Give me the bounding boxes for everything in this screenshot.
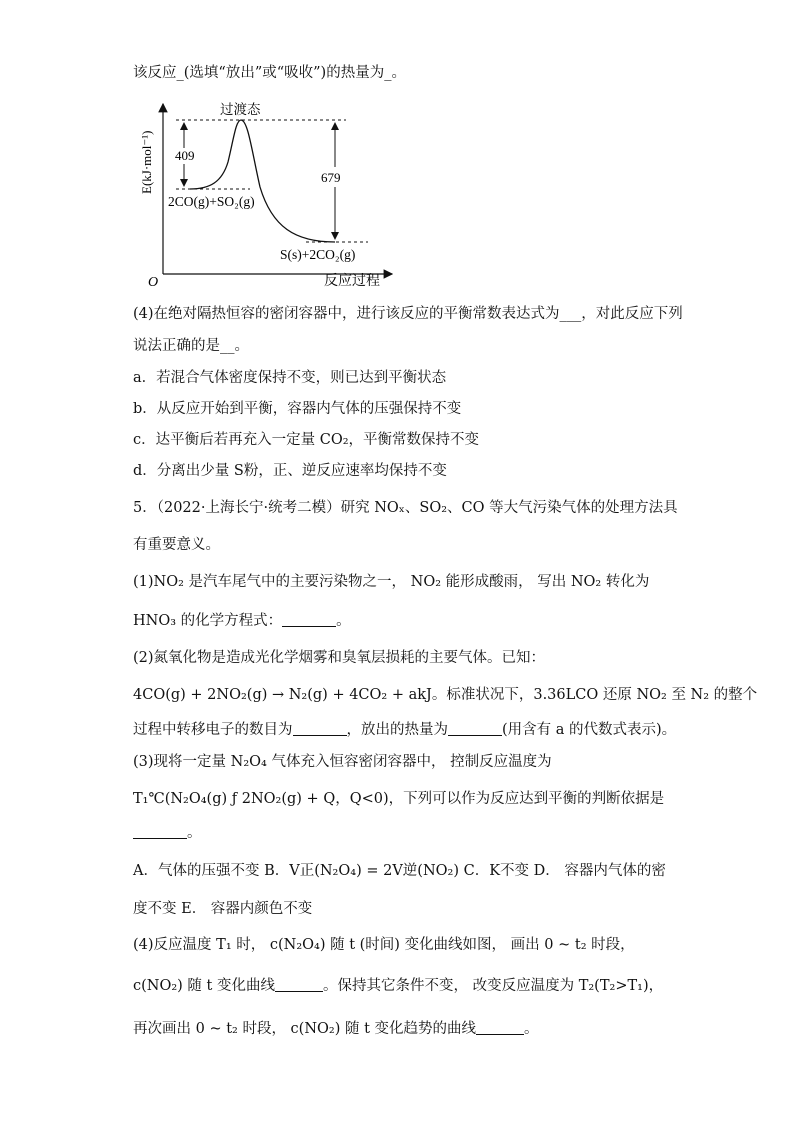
question-line [133,720,676,740]
answer-blank[interactable] [448,721,502,736]
text-segment: 。 [524,1021,539,1037]
answer-blank[interactable] [275,977,323,992]
origin-label: O [148,275,159,290]
x-axis-label: 反应过程 [324,274,380,289]
text-segment: 。 [187,825,202,841]
question-line: 该反应_(选填“放出”或“吸收”)的热量为_。 [133,65,406,81]
question-line [133,823,202,843]
question-line: (4)反应温度 T₁ 时， c(N₂O₄) 随 t (时间) 变化曲线如图， 画出 0 ~ t₂ 时段， [133,937,635,953]
text-segment: 再次画出 0 ~ t₂ 时段， c(NO₂) 随 t 变化趋势的曲线 [133,1021,477,1037]
transition-label: 过渡态 [220,102,261,117]
question-line [133,1019,539,1039]
text-segment: 。 [336,613,351,629]
question-5-heading: 5．（2022·上海长宁·统考二模）研究 NOₓ、SO₂、CO 等大气污染气体的处理方法具 [133,500,678,516]
text-segment: 。保持其它条件不变， 改变反应温度为 T₂(T₂>T₁)， [322,978,664,994]
question-line: (2)氮氧化物是造成光化学烟雾和臭氧层损耗的主要气体。已知： [133,650,546,666]
option-d: d．分离出少量 S粉，正、逆反应速率均保持不变 [133,463,447,479]
options-line: A．气体的压强不变 B．V正(N₂O₄) = 2V逆(NO₂) C．K不变 D． 容器内气体的密 [133,863,666,879]
equation-line: T₁℃(N₂O₄(g) ƒ 2NO₂(g) + Q，Q<0)，下列可以作为反应达到平衡的判断依据是 [133,791,665,807]
question-line [133,976,663,996]
answer-blank[interactable] [476,1020,524,1035]
question-line: (3)现将一定量 N₂O₄ 气体充入恒容密闭容器中， 控制反应温度为 [133,754,552,770]
text-segment: HNO₃ 的化学方程式： [133,613,283,629]
ea-value: 409 [175,148,195,163]
question-line: 有重要意义。 [133,537,220,553]
text-segment: 过程中转移电子的数目为 [133,722,293,738]
text-segment: (用含有 a 的代数式表示)。 [502,722,677,738]
energy-curve [190,120,335,242]
options-line: 度不变 E． 容器内颜色不变 [133,901,313,917]
answer-blank[interactable] [293,721,347,736]
option-c: c．达平衡后若再充入一定量 CO₂，平衡常数保持不变 [133,432,480,448]
question-line [133,611,351,631]
energy-diagram [130,92,400,292]
question-line: (1)NO₂ 是汽车尾气中的主要污染物之一， NO₂ 能形成酸雨， 写出 NO₂ 转化为 [133,574,650,590]
option-a: a．若混合气体密度保持不变，则已达到平衡状态 [133,370,447,386]
products-label: S(s)+2CO₂(g) [280,247,356,262]
question-line: 说法正确的是__。 [133,338,249,354]
equation-line: 4CO(g) + 2NO₂(g) → N₂(g) + 4CO₂ + akJ。标准状况下，3.36LCO 还原 NO₂ 至 N₂ 的整个 [133,687,758,703]
text-segment: c(NO₂) 随 t 变化曲线 [133,978,275,994]
answer-blank[interactable] [282,612,336,627]
y-axis-label: E(kJ·mol⁻¹) [139,130,154,194]
reactants-label: 2CO(g)+SO₂(g) [168,194,255,209]
dh-value: 679 [321,170,341,185]
answer-blank[interactable] [133,824,187,839]
option-b: b．从反应开始到平衡，容器内气体的压强保持不变 [133,401,462,417]
text-segment: ，放出的热量为 [346,722,448,738]
question-line: (4)在绝对隔热恒容的密闭容器中，进行该反应的平衡常数表达式为___，对此反应下列 [133,306,683,322]
